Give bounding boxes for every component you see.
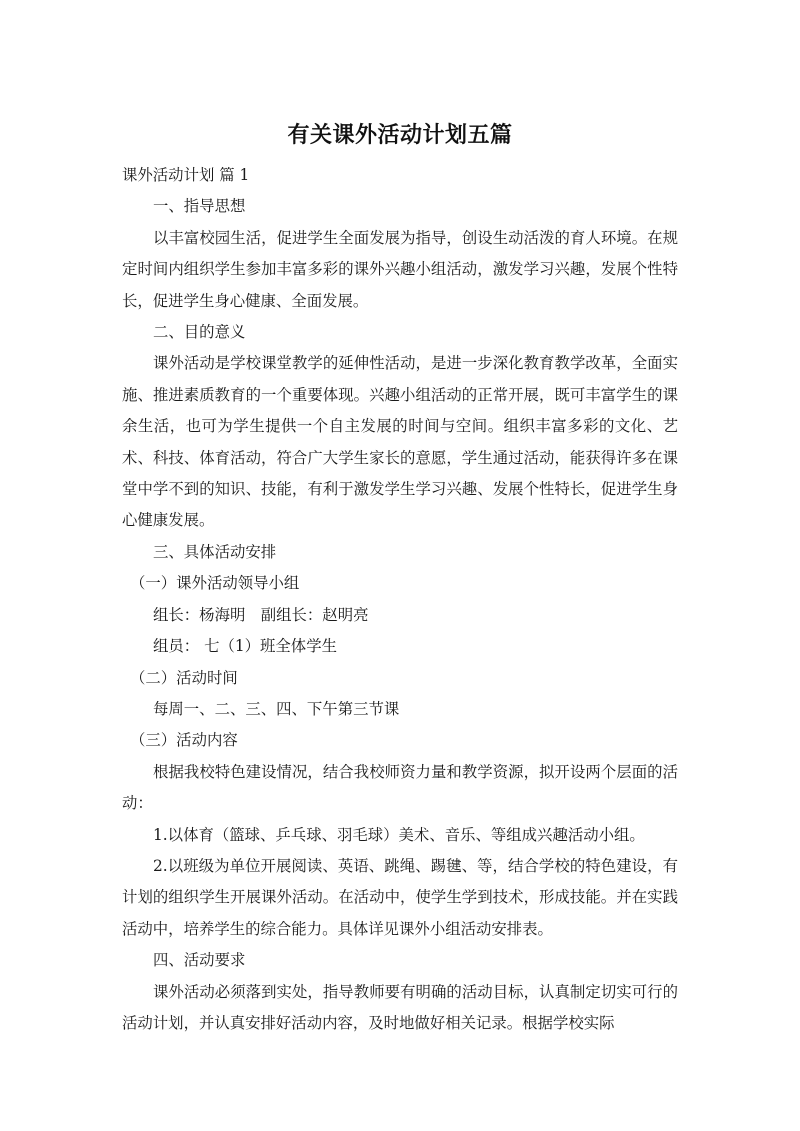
content-item-2: 2.以班级为单位开展阅读、英语、跳绳、踢毽、等，结合学校的特色建设，有计划的组织学生开展课外活动。在活动中，使学生学到技术，形成技能。并在实践活动中，培养学生的综合能力。具体详见课外小组活动安排表。 (122, 856, 678, 938)
page-title: 有关课外活动计划五篇 (287, 123, 513, 148)
content-heading: （三）活动内容 (130, 731, 238, 750)
purpose-paragraph: 课外活动是学校课堂教学的延伸性活动，是进一步深化教育教学改革，全面实施、推进素质教育的一个重要体现。兴趣小组活动的正常开展，既可丰富学生的课余生活，也可为学生提供一个自主发展的时间与空间。组织丰富多彩的文化、艺术、科技、体育活动，符合广大学生家长的意愿，学生通过活动，能获得许多在课堂中学不到的知识、技能，有利于激发学生学习兴趣、发展个性特长，促进学生身心健康发展。 (122, 354, 678, 530)
content-item-1: 1.以体育（篮球、乒乓球、羽毛球）美术、音乐、等组成兴趣活动小组。 (153, 825, 645, 844)
leader-line: 组长：杨海明 副组长：赵明亮 (153, 605, 369, 624)
time-heading: （二）活动时间 (130, 668, 238, 687)
guiding-paragraph: 以丰富校园生活，促进学生全面发展为指导，创设生动活泼的育人环境。在规定时间内组织学生参加丰富多彩的课外兴趣小组活动，激发学习兴趣，发展个性特长，促进学生身心健康、全面发展。 (122, 228, 678, 310)
arrangement-heading: 三、具体活动安排 (153, 542, 277, 561)
leadership-heading: （一）课外活动领导小组 (130, 574, 300, 593)
subheading: 课外活动计划 篇 1 (122, 166, 250, 184)
guiding-heading: 一、指导思想 (153, 197, 246, 216)
time-text: 每周一、二、三、四、下午第三节课 (153, 699, 400, 718)
purpose-heading: 二、目的意义 (153, 323, 246, 342)
members-line: 组员： 七（1）班全体学生 (153, 637, 337, 656)
content-intro: 根据我校特色建设情况，结合我校师资力量和教学资源，拟开设两个层面的活动： (122, 762, 678, 813)
document-body (122, 160, 678, 1039)
requirements-paragraph: 课外活动必须落到实处，指导教师要有明确的活动目标，认真制定切实可行的活动计划，并认真安排好活动内容，及时地做好相关记录。根据学校实际 (122, 982, 678, 1032)
requirements-heading: 四、活动要求 (153, 951, 246, 970)
